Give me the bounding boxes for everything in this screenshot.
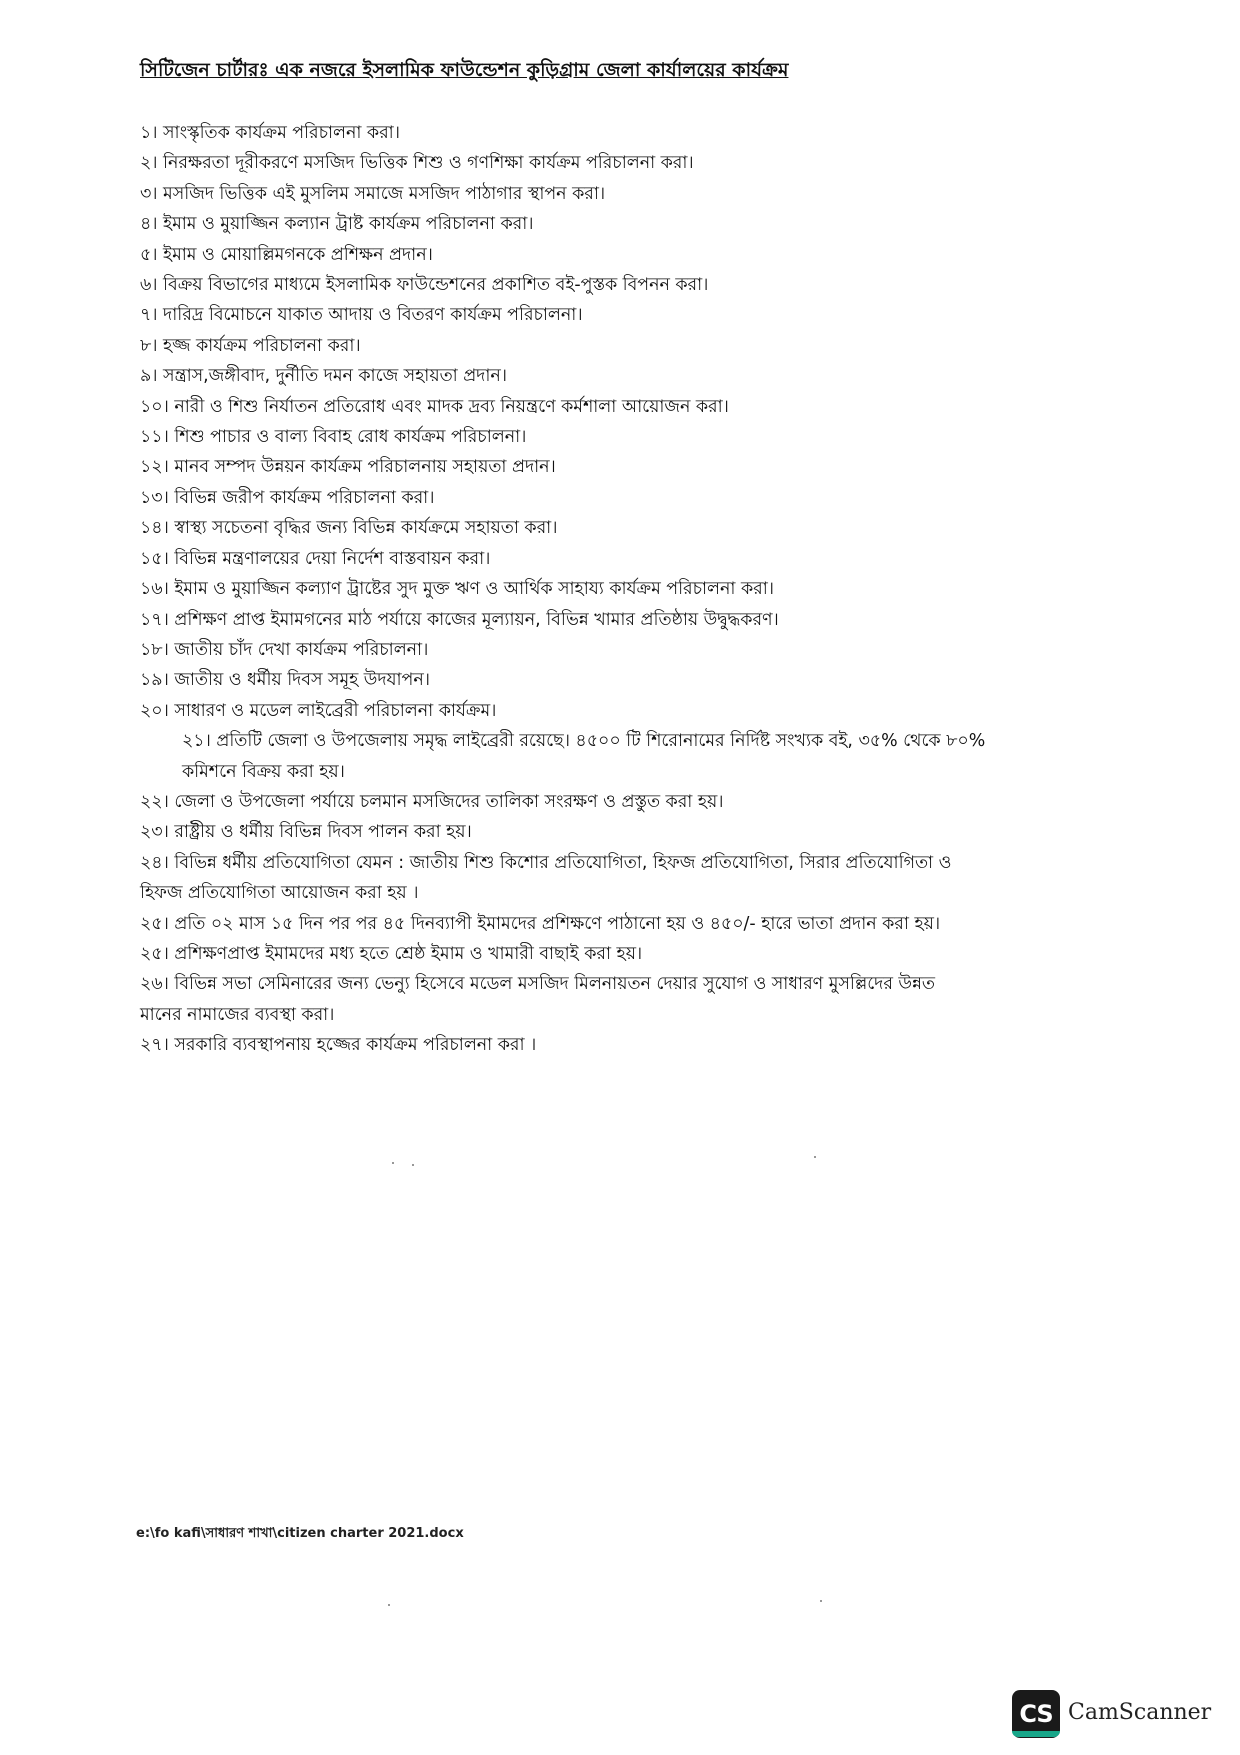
list-item: ১৬। ইমাম ও মুয়াজ্জিন কল্যাণ ট্রাষ্টের সুদ মুক্ত ঋণ ও আর্থিক সাহায্য কার্যক্রম পরিচালনা করা। [140, 579, 774, 600]
list-item: ২। নিরক্ষরতা দূরীকরণে মসজিদ ভিত্তিক শিশু ও গণশিক্ষা কার্যক্রম পরিচালনা করা। [140, 153, 694, 174]
file-path-footer: e:\fo kafi\সাধারণ শাখা\citizen charter 2021.docx [136, 1526, 464, 1541]
activity-list [140, 118, 1080, 1061]
camscanner-logo-accent [1012, 1731, 1060, 1737]
list-item: ২২। জেলা ও উপজেলা পর্যায়ে চলমান মসজিদের তালিকা সংরক্ষণ ও প্রস্তুত করা হয়। [140, 791, 724, 812]
list-item: ২৫। প্রশিক্ষণপ্রাপ্ত ইমামদের মধ্য হতে শ্রেষ্ঠ ইমাম ও খামারী বাছাই করা হয়। [140, 943, 643, 964]
list-item: ১৫। বিভিন্ন মন্ত্রণালয়ের দেয়া নির্দেশ বাস্তবায়ন করা। [140, 548, 491, 569]
list-item: ২৭। সরকারি ব্যবস্থাপনায় হজ্জের কার্যক্রম পরিচালনা করা । [140, 1035, 537, 1056]
list-item-line: ২৪। বিভিন্ন ধর্মীয় প্রতিযোগিতা যেমন : জাতীয় শিশু কিশোর প্রতিযোগিতা, হিফজ প্রতিযোগিতা, সিরার প্রতিযোগিতা ও [140, 852, 952, 873]
document-title: সিটিজেন চার্টারঃ এক নজরে ইসলামিক ফাউন্ডেশন কুড়িগ্রাম জেলা কার্যালয়ের কার্যক্রম [140, 59, 789, 81]
scan-speck [392, 1162, 394, 1164]
scan-speck [412, 1164, 414, 1166]
scan-speck [814, 1156, 816, 1158]
list-item: ১২। মানব সম্পদ উন্নয়ন কার্যক্রম পরিচালনায় সহায়তা প্রদান। [140, 457, 556, 478]
list-item-line: ২১। প্রতিটি জেলা ও উপজেলায় সমৃদ্ধ লাইব্রেরী রয়েছে। ৪৫০০ টি শিরোনামের নির্দিষ্ট সংখ্যক বই, ৩৫% থেকে ৮০% [182, 731, 986, 752]
list-item [140, 848, 1080, 909]
list-item-line: ২৬। বিভিন্ন সভা সেমিনারের জন্য ভেন্যু হিসেবে মডেল মসজিদ মিলনায়তন দেয়ার সুযোগ ও সাধারণ মুসল্লিদের উন্নত [140, 974, 935, 995]
list-item-line: হিফজ প্রতিযোগিতা আয়োজন করা হয় । [140, 883, 419, 904]
list-item: ২৩। রাষ্ট্রীয় ও ধর্মীয় বিভিন্ন দিবস পালন করা হয়। [140, 822, 472, 843]
list-item: ৬। বিক্রয় বিভাগের মাধ্যমে ইসলামিক ফাউন্ডেশনের প্রকাশিত বই-পুস্তক বিপনন করা। [140, 275, 709, 296]
list-item: ১৮। জাতীয় চাঁদ দেখা কার্যক্রম পরিচালনা। [140, 639, 429, 660]
list-item: ১১। শিশু পাচার ও বাল্য বিবাহ রোধ কার্যক্রম পরিচালনা। [140, 427, 527, 448]
scan-speck [388, 1604, 390, 1606]
list-item: ১৩। বিভিন্ন জরীপ কার্যক্রম পরিচালনা করা। [140, 487, 435, 508]
list-item: ৩। মসজিদ ভিত্তিক এই মুসলিম সমাজে মসজিদ পাঠাগার স্থাপন করা। [140, 183, 606, 204]
list-item-line: মানের নামাজের ব্যবস্থা করা। [140, 1004, 335, 1025]
list-item: ২৫। প্রতি ০২ মাস ১৫ দিন পর পর ৪৫ দিনব্যাপী ইমামদের প্রশিক্ষণে পাঠানো হয় ও ৪৫০/- হারে ভাতা প্রদান করা হয়। [140, 913, 941, 934]
list-item [140, 726, 1080, 787]
camscanner-watermark: CamScanner [1068, 1700, 1212, 1725]
list-item: ১৯। জাতীয় ও ধর্মীয় দিবস সমূহ উদযাপন। [140, 670, 430, 691]
list-item-line: কমিশনে বিক্রয় করা হয়। [182, 761, 345, 782]
list-item: ১০। নারী ও শিশু নির্যাতন প্রতিরোধ এবং মাদক দ্রব্য নিয়ন্ত্রণে কর্মশালা আয়োজন করা। [140, 396, 729, 417]
list-item: ৪। ইমাম ও মুয়াজ্জিন কল্যান ট্রাষ্ট কার্যক্রম পরিচালনা করা। [140, 214, 534, 235]
list-item: ৯। সন্ত্রাস,জঙ্গীবাদ, দুর্নীতি দমন কাজে সহায়তা প্রদান। [140, 366, 507, 387]
list-item: ১। সাংস্কৃতিক কার্যক্রম পরিচালনা করা। [140, 123, 400, 143]
list-item [140, 969, 1080, 1030]
list-item: ৫। ইমাম ও মোয়াল্লিমগনকে প্রশিক্ষন প্রদান। [140, 244, 433, 265]
list-item: ৭। দারিদ্র বিমোচনে যাকাত আদায় ও বিতরণ কার্যক্রম পরিচালনা। [140, 305, 583, 326]
list-item: ১৭। প্রশিক্ষণ প্রাপ্ত ইমামগনের মাঠ পর্যায়ে কাজের মূল্যায়ন, বিভিন্ন খামার প্রতিষ্ঠায় উদ্বুদ্ধকরণ। [140, 609, 779, 630]
scan-speck [820, 1600, 822, 1602]
list-item: ২০। সাধারণ ও মডেল লাইব্রেরী পরিচালনা কার্যক্রম। [140, 700, 497, 721]
list-item: ৮। হজ্জ কার্যক্রম পরিচালনা করা। [140, 335, 361, 356]
camscanner-logo-text: CS [1019, 1700, 1053, 1728]
list-item: ১৪। স্বাস্থ্য সচেতনা বৃদ্ধির জন্য বিভিন্ন কার্যক্রমে সহায়তা করা। [140, 518, 558, 539]
